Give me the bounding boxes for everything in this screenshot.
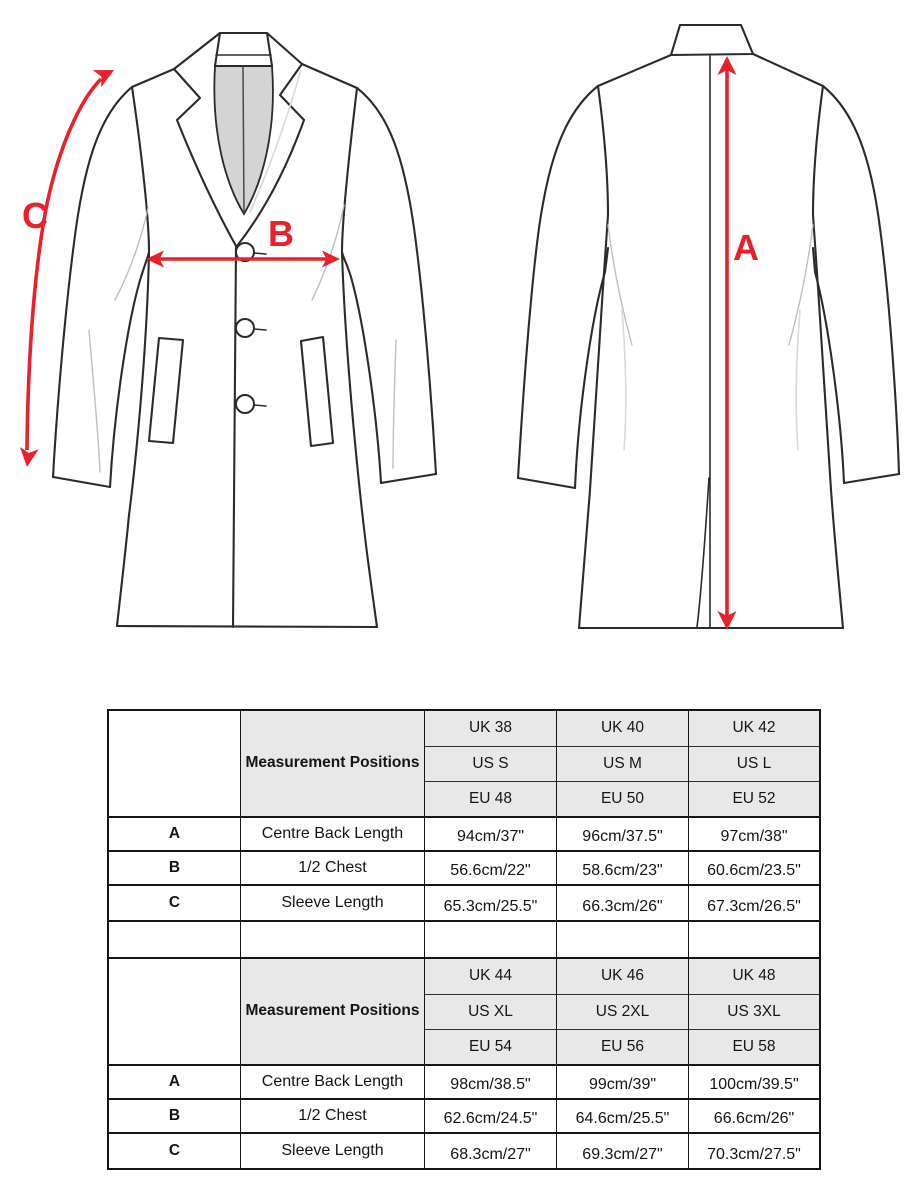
corner-cell [109, 711, 241, 818]
back-sleeve-right-outer [823, 86, 899, 474]
size-header-uk: UK 42 [689, 711, 819, 747]
measurement-value: 68.3cm/27" [425, 1134, 557, 1168]
back-collar [671, 25, 753, 55]
gap-cell [425, 922, 557, 957]
measurement-value: 56.6cm/22" [425, 852, 557, 886]
back-crease-left-diag [608, 225, 632, 345]
size-table-2 [107, 957, 821, 1170]
row-key: C [109, 1134, 241, 1168]
pocket-welt-left [149, 338, 183, 443]
back-cuff-left [518, 478, 575, 488]
size-header-uk: UK 46 [557, 959, 689, 995]
size-header-eu: EU 50 [557, 782, 689, 818]
back-sleeve-left-outer [518, 86, 598, 478]
measurement-value: 96cm/37.5" [557, 818, 689, 852]
measurement-name: Sleeve Length [241, 886, 425, 920]
size-header-eu: EU 54 [425, 1030, 557, 1066]
measurement-value: 66.6cm/26" [689, 1100, 819, 1134]
measurement-value: 70.3cm/27.5" [707, 1145, 801, 1163]
measurement-value: 98cm/38.5" [425, 1066, 557, 1100]
measurement-value: 99cm/39" [557, 1066, 689, 1100]
measurement-value: 97cm/38" [689, 818, 819, 852]
size-header-uk: UK 38 [425, 711, 557, 747]
collar [215, 33, 272, 66]
back-streak-right [796, 310, 800, 450]
measurement-value: 62.6cm/24.5" [425, 1100, 557, 1134]
measurement-positions-header: Measurement Positions [241, 959, 425, 1066]
sleeve-right-outer [357, 88, 436, 474]
measurement-name: 1/2 Chest [241, 1100, 425, 1134]
measurement-value: 58.6cm/23" [557, 852, 689, 886]
back-shoulder-right [753, 54, 823, 86]
coat-lining-center-seam [243, 67, 244, 213]
coat-back-view [456, 0, 913, 660]
gap-cell [109, 922, 241, 957]
size-header-uk: UK 44 [425, 959, 557, 995]
label-a: A [733, 227, 759, 268]
measurement-name: 1/2 Chest [241, 852, 425, 886]
measurement-name: Centre Back Length [241, 818, 425, 852]
size-tables [107, 709, 821, 1170]
center-front-line [233, 246, 236, 627]
back-shoulder-left [598, 55, 671, 86]
shoulder-seam-right [302, 64, 357, 88]
size-header-us: US S [425, 747, 557, 783]
row-key: B [109, 1100, 241, 1134]
gap-cell [557, 922, 689, 957]
row-key: B [109, 852, 241, 886]
back-crease-right-diag [789, 225, 813, 345]
measurement-value: 64.6cm/25.5" [557, 1100, 689, 1134]
measurement-value: 67.3cm/26.5" [707, 897, 801, 915]
label-c: C [22, 195, 48, 236]
button-3 [236, 395, 266, 413]
cuff-left [53, 477, 110, 487]
sleeve-left-crease [89, 330, 100, 472]
row-key: A [109, 1066, 241, 1100]
size-header-us: US L [689, 747, 819, 783]
underarm-right-crease [312, 205, 344, 300]
coat-front-view [0, 0, 456, 660]
coat-front-outline [53, 33, 436, 627]
row-key: A [109, 818, 241, 852]
back-vent [697, 478, 709, 627]
size-header-uk: UK 48 [689, 959, 819, 995]
size-header-us: US 3XL [689, 995, 819, 1031]
size-header-eu: EU 52 [689, 782, 819, 818]
size-header-us: US 2XL [557, 995, 689, 1031]
hem-front [117, 626, 377, 627]
label-b: B [268, 213, 294, 254]
measurement-value: 100cm/39.5" [689, 1066, 819, 1100]
pocket-welt-right [301, 337, 333, 446]
sleeve-right-crease [393, 340, 396, 468]
button-2 [236, 319, 266, 337]
underarm-left-crease [115, 208, 148, 300]
size-header-eu: EU 58 [689, 1030, 819, 1066]
body-side-right [342, 88, 377, 627]
measurement-arrow-a [718, 56, 737, 630]
table-gap-row [107, 922, 821, 957]
size-header-us: US XL [425, 995, 557, 1031]
back-streak-left [622, 310, 626, 450]
back-cuff-right [844, 474, 899, 483]
coat-back-outline [518, 25, 899, 628]
gap-cell [689, 922, 819, 957]
measurement-value: 65.3cm/25.5" [425, 886, 557, 920]
lapel-notch-left [174, 69, 200, 120]
size-header-us: US M [557, 747, 689, 783]
size-table-1 [107, 709, 821, 922]
arrowhead-down-icon [18, 447, 39, 468]
row-key: C [109, 886, 241, 920]
measurement-value: 60.6cm/23.5" [689, 852, 819, 886]
size-header-eu: EU 48 [425, 782, 557, 818]
back-armhole-left [598, 86, 608, 215]
collar-right-edge [267, 33, 302, 64]
back-armhole-right [813, 86, 823, 215]
measurement-value: 66.3cm/26" [557, 886, 689, 920]
body-side-left [117, 87, 149, 626]
cuff-right [381, 474, 436, 483]
measurement-value: 69.3cm/27" [557, 1134, 689, 1168]
size-header-eu: EU 56 [557, 1030, 689, 1066]
collar-left-edge [174, 33, 220, 69]
corner-cell [109, 959, 241, 1066]
measurement-name: Sleeve Length [241, 1134, 425, 1168]
measurement-name: Centre Back Length [241, 1066, 425, 1100]
measurement-value: 94cm/37" [425, 818, 557, 852]
shoulder-seam-left [132, 69, 174, 87]
measurement-positions-header: Measurement Positions [241, 711, 425, 818]
size-header-uk: UK 40 [557, 711, 689, 747]
gap-cell [241, 922, 425, 957]
